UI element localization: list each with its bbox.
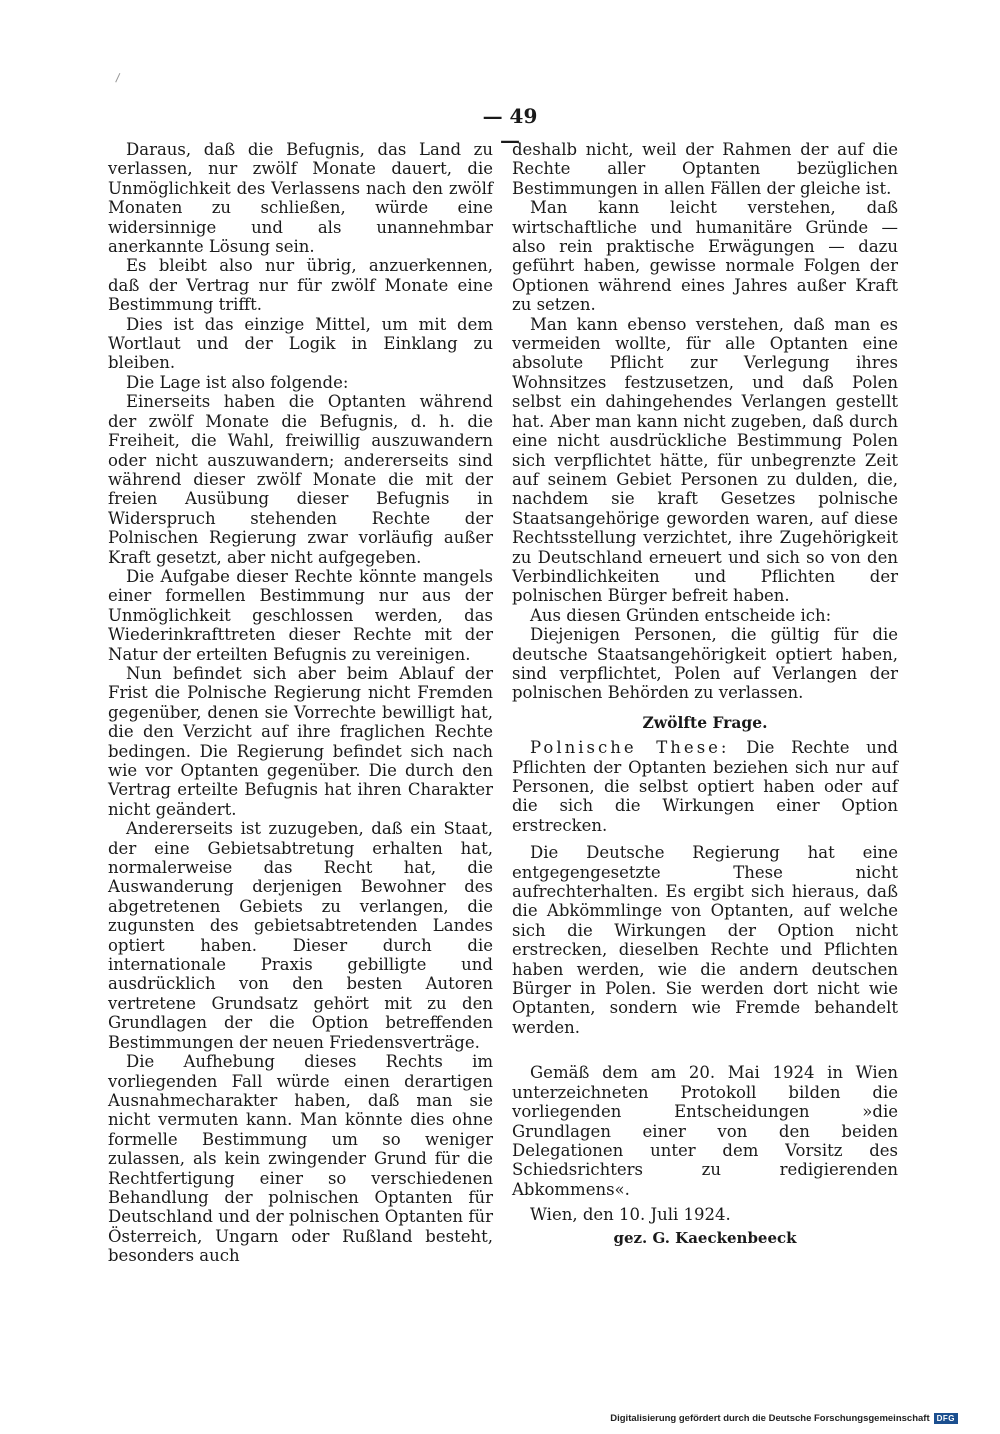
paragraph: Man kann leicht verstehen, daß wirtschaftliche und humanitäre Gründe — also rein praktische Erwägungen — dazu geführt haben, gewisse normale Folgen der Optionen während eines Jahres außer Kraft zu setzen. [512,198,898,315]
paragraph: Die Aufhebung dieses Rechts im vorliegenden Fall würde einen derartigen Ausnahmecharakter haben, daß man sie nicht vermuten kann. Man könnte dies ohne formelle Bestimmung um so weniger zulassen, als kein zwingender Grund für die Rechtfertigung einer so verschiedenen Behandlung der polnischen Optanten für Deutschland und der polnischen Optanten für Österreich, Ungarn oder Rußland besteht, besonders auch [108,1052,493,1266]
paragraph: Dies ist das einzige Mittel, um mit dem Wortlaut und der Logik in Einklang zu bleiben. [108,314,493,373]
paragraph: Die Lage ist also folgende: [126,372,349,392]
paragraph: Daraus, daß die Befugnis, das Land zu verlassen, nur zwölf Monate dauert, die Unmöglichkeit des Verlassens nach den zwölf Monaten zu schließen, würde eine widersinnige und als unannehmbar anerkannte Lösung sein. [108,140,493,257]
polish-thesis-label: Polnische These: [530,738,730,758]
paragraph: Einerseits haben die Optanten während der zwölf Monate die Befugnis, d. h. die Freiheit, die Wahl, freiwillig auszuwandern oder nicht auszuwandern; andererseits sind während dieser zwölf Monate die mit der freien Ausübung dieser Befugnis in Widerspruch stehenden Rechte der Polnischen Regierung zwar vorläufig außer Kraft gesetzt, aber nicht aufgegeben. [108,392,493,567]
protocol-paragraph: Gemäß dem am 20. Mai 1924 in Wien unterzeichneten Protokoll bilden die vorliegenden Entscheidungen »die Grundlagen einer von den beiden Delegationen unter dem Vorsitz des Schiedsrichters zu redigierenden Abkommens«. [512,1063,898,1199]
section-heading: Zwölfte Frage. [642,712,768,732]
continuation-paragraph: deshalb nicht, weil der Rahmen der auf die Rechte aller Optanten bezüglichen Bestimmungen in allen Fällen der gleiche ist. [512,140,898,198]
place-date: Wien, den 10. Juli 1924. [530,1205,731,1225]
page-number: — 49 — [482,104,538,152]
left-column [108,140,493,1266]
right-column [512,140,898,1248]
paragraph: Andererseits ist zuzugeben, daß ein Staat, der eine Gebietsabtretung erhalten hat, normalerweise das Recht hat, die Auswanderung derjenigen Bewohner des abgetretenen Gebiets zu verlangen, die zugunsten des gebietsabtretenden Landes optiert haben. Dieser durch die internationale Praxis gebilligte und ausdrücklich von den besten Autoren vertretene Grundsatz gehört mit zu den Grundlagen der die Option betreffenden Bestimmungen der neuen Friedensverträge. [108,819,493,1052]
german-thesis: Die Deutsche Regierung hat eine entgegengesetzte These nicht aufrechterhalten. Es ergibt sich hieraus, daß die Abkömmlinge von Optanten, auf welche sich die Wirkungen der Option nicht erstrecken, dieselben Rechte und Pflichten haben werden, wie die andern deutschen Bürger in Polen. Sie werden dort nicht wie Optanten, sondern wie Fremde behandelt werden. [512,843,898,1037]
paragraph: Die Aufgabe dieser Rechte könnte mangels einer formellen Bestimmung nur aus der Unmöglichkeit geschlossen werden, das Wiederinkrafttreten dieser Rechte mit der Natur der erteilten Befugnis zu vereinigen. [108,566,493,664]
signature: gez. G. Kaeckenbeeck [613,1228,797,1247]
paragraph: Es bleibt also nur übrig, anzuerkennen, daß der Vertrag nur für zwölf Monate eine Bestimmung trifft. [108,256,493,315]
polish-thesis-text: Die Rechte und Pflichten der Optanten beziehen sich nur auf Personen, die selbst optiert haben oder auf die sich die Wirkungen einer Option erstrecken. [512,738,898,835]
polish-thesis [512,738,898,835]
paragraph: Nun befindet sich aber beim Ablauf der Frist die Polnische Regierung nicht Fremden gegenüber, denen sie Vorrechte bewilligt hat, die den Verzicht auf ihre fraglichen Rechte bedingen. Die Regierung befindet sich nach wie vor Optanten gegenüber. Die durch den Vertrag erteilte Befugnis hat ihren Charakter nicht geändert. [108,663,493,819]
credit-text: Digitalisierung gefördert durch die Deutsche Forschungsgemeinschaft [610,1413,930,1424]
paragraph: Man kann ebenso verstehen, daß man es vermeiden wollte, für alle Optanten eine absolute Pflicht zur Verlegung ihres Wohnsitzes festzusetzen, und daß Polen selbst ein dahingehendes Verlangen gestellt hat. Aber man kann nicht zugeben, daß durch eine nicht ausdrückliche Bestimmung Polen sich verpflichtet hätte, für unbegrenzte Zeit auf seinem Gebiet Personen zu dulden, die, nachdem sie kraft Gesetzes polnische Staatsangehörige geworden waren, auf diese Rechtsstellung verzichtet, ihre Zugehörigkeit zu Deutschland erneuert und sich so von den Verbindlichkeiten und Pflichten der polnischen Bürger befreit haben. [512,314,898,606]
decision-paragraph: Diejenigen Personen, die gültig für die deutsche Staatsangehörigkeit optiert haben, sind verpflichtet, Polen auf Verlangen der polnischen Behörden zu verlassen. [512,625,898,703]
dfg-logo: DFG [934,1413,958,1424]
scan-mark [115,73,126,85]
paragraph: Aus diesen Gründen entscheide ich: [530,605,832,625]
digitization-credit [610,1413,958,1424]
